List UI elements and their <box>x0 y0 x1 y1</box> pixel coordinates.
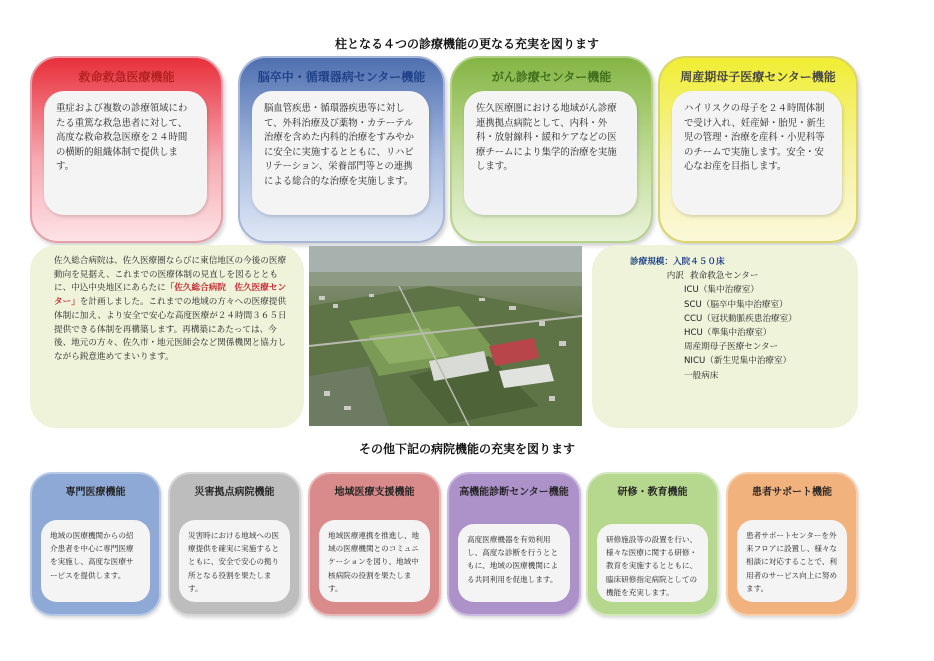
function-card-regional-support <box>308 472 441 616</box>
pillar-title: 救命救急医療機能 <box>78 70 175 84</box>
function-title: 患者サポート機能 <box>752 487 832 498</box>
function-title: 研修・教育機能 <box>617 487 688 498</box>
plan-text-after: を計画しました。これまでの地域の方々への医療提供体制に加え、より安全で安心な高度医療が２４時間３６５日提供できる体制を再構築します。再構築にあたっては、今後、地元の方々、佐久市・地元医師会など関係機関と協力しながら鋭意進めてまいります。 <box>54 297 287 362</box>
breakdown-item: HCU（準集中治療室） <box>684 328 772 339</box>
function-card-patient-support <box>726 472 858 616</box>
function-text: 地域医療連携を推進し、地域の医療機関とのコミュニケーションを図り、地域中核病院の役割を果たします。 <box>319 520 430 602</box>
pillar-stroke-cardio-card <box>238 56 445 243</box>
pillar-text: 重症および複数の診療領域にわたる重篤な救急患者に対して、高度な救命救急医療を２４時間の横断的組織体制で提供します。 <box>44 91 207 215</box>
function-title: 専門医療機能 <box>65 487 126 498</box>
function-card-diagnostics <box>447 472 581 616</box>
function-title: 地域医療支援機能 <box>334 487 415 498</box>
scale-breakdown-box <box>592 245 858 428</box>
breakdown-item: 周産期母子医療センター <box>684 342 779 353</box>
pillar-text: 脳血管疾患・循環器疾患等に対して、外科治療及び薬物・カテーテル治療を含めた内科的治療をすみやかに安全に実施するとともに、リハビリテーション、栄養部門等との連携による総合的な治療を実施します。 <box>252 91 429 215</box>
function-card-training <box>586 472 719 616</box>
aerial-photo-drawing <box>309 246 582 426</box>
pillar-perinatal-card <box>658 56 858 243</box>
breakdown-item: CCU（冠状動脈疾患治療室） <box>684 313 797 324</box>
plan-highlight: 「佐久総合病院 佐久医療センター」 <box>54 283 287 308</box>
breakdown-item: ICU（集中治療室） <box>684 285 759 296</box>
breakdown-item: SCU（脳卒中集中治療室） <box>684 299 788 310</box>
aerial-photo <box>309 246 582 426</box>
scale-value: 入院４５０床 <box>672 257 725 267</box>
second-heading: その他下記の病院機能の充実を図ります <box>358 442 575 456</box>
function-text: 患者サポートセンターを外来フロアに設置し、様々な相談に対応することで、利用者のサービス向上に努めます。 <box>737 520 847 602</box>
pillar-text: ハイリスクの母子を２４時間体制で受け入れ、妊産婦・胎児・新生児の管理・治療を産科・小児科等のチームで実施します。安全・安心なお産を目指します。 <box>672 91 842 215</box>
function-card-specialist <box>30 472 161 616</box>
function-text: 地域の医療機関からの紹介患者を中心に専門医療を実施し、高度な医療サービスを提供します。 <box>41 520 150 602</box>
plan-text-before: 佐久総合病院は、佐久医療圏ならびに東信地区の今後の医療動向を見据え、これまでの医療体制の見直しを図るとともに、中込中央地区にあらたに <box>54 256 287 294</box>
function-text: 研修施設等の設置を行い、様々な医療に関する研修・教育を実施するとともに、臨床研修指定病院としての機能を充実します。 <box>597 524 708 602</box>
function-text: 災害時における地域への医療提供を確実に実施するとともに、安全で安心の拠り所となる役割を果たします。 <box>179 520 290 602</box>
pillar-emergency-card <box>30 56 223 243</box>
pillar-title: 周産期母子医療センター機能 <box>680 70 836 84</box>
function-title: 災害拠点病院機能 <box>194 487 275 498</box>
breakdown-label: 内訳 <box>666 271 684 282</box>
function-card-disaster <box>168 472 301 616</box>
hospital-plan-description <box>30 245 304 428</box>
scale-label: 診療規模： <box>630 257 673 267</box>
breakdown-item: 救命救急センター <box>690 271 759 282</box>
pillar-cancer-card <box>450 56 653 243</box>
function-title: 高機能診断センター機能 <box>459 487 569 498</box>
main-heading: 柱となる４つの診療機能の更なる充実を図ります <box>334 37 599 51</box>
pillar-title: がん診療センター機能 <box>491 70 612 84</box>
breakdown-item: NICU（新生児集中治療室） <box>684 356 792 367</box>
pillar-title: 脳卒中・循環器病センター機能 <box>257 70 426 84</box>
pillar-text: 佐久医療圏における地域がん診療連携拠点病院として、内科・外科・放射線科・緩和ケアなどの医療チームにより集学的治療を実施します。 <box>464 91 637 215</box>
breakdown-item: 一般病床 <box>684 370 719 381</box>
function-text: 高度医療機器を有効利用し、高度な診断を行うとともに、地域の医療機関による共同利用を促進します。 <box>458 524 570 602</box>
